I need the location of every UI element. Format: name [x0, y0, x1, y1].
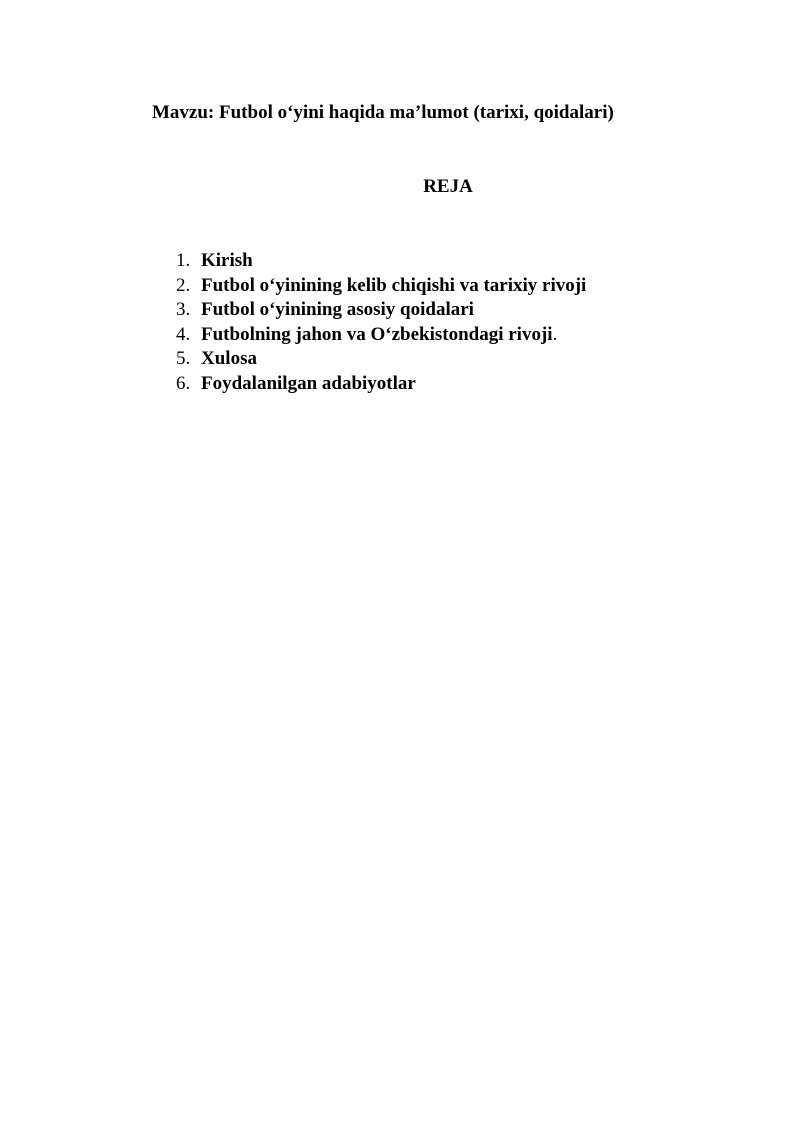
- plan-item-text: Xulosa: [201, 348, 257, 370]
- plan-item-number: 3.: [176, 299, 191, 321]
- plan-item: [170, 249, 586, 274]
- plan-item-text: Foydalanilgan adabiyotlar: [201, 372, 416, 394]
- plan-item-suffix: .: [552, 323, 558, 345]
- plan-item-number: 6.: [176, 372, 191, 394]
- plan-item: [170, 372, 586, 397]
- plan-item: [170, 274, 586, 299]
- plan-item: [170, 323, 586, 348]
- plan-item-text: Kirish: [201, 250, 253, 271]
- plan-item-number: 2.: [176, 274, 191, 296]
- plan-item: [170, 347, 586, 372]
- plan-item-number: 4.: [176, 323, 191, 345]
- plan-item-number: 5.: [176, 348, 191, 370]
- plan-item: [170, 298, 586, 323]
- plan-item-text: Futbol o‘yinining asosiy qoidalari: [201, 299, 474, 321]
- plan-item-text: Futbolning jahon va O‘zbekistondagi rivoji: [201, 323, 553, 345]
- plan-heading: REJA: [423, 176, 473, 197]
- plan-list: [170, 249, 586, 397]
- plan-item-text: Futbol o‘yinining kelib chiqishi va tarixiy rivoji: [201, 274, 587, 296]
- document-title: Mavzu: Futbol o‘yini haqida ma’lumot (tarixi, qoidalari): [152, 102, 614, 123]
- plan-item-number: 1.: [176, 250, 191, 271]
